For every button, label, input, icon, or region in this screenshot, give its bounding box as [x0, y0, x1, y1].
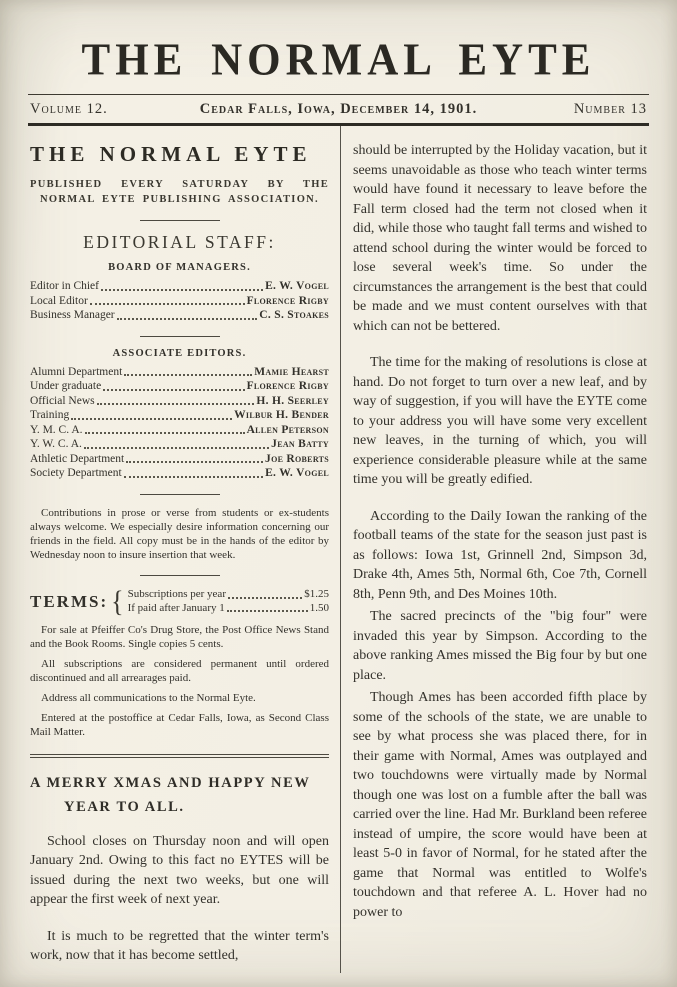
published-line: PUBLISHED EVERY SATURDAY BY THE NORMAL EYTE PUBLISHING ASSOCIATION.: [30, 179, 329, 205]
volume-label: Volume 12.: [30, 101, 108, 117]
section-rule: [140, 336, 220, 337]
article-heading: A MERRY XMAS AND HAPPY NEW YEAR TO ALL.: [30, 774, 311, 815]
dot-leader: [101, 289, 263, 291]
staff-row: [30, 379, 329, 394]
editorial-staff-heading: EDITORIAL STAFF:: [83, 232, 276, 252]
section-rule: [140, 494, 220, 495]
right-column: [341, 126, 649, 973]
terms-label: TERMS:: [30, 591, 109, 611]
dateline-row: [28, 95, 649, 123]
staff-role: Under graduate: [30, 380, 102, 392]
dot-leader: [84, 447, 269, 449]
terms-item-price: 1.50: [309, 601, 329, 614]
dot-leader: [124, 374, 252, 376]
article-paragraph: School closes on Thursday noon and will open January 2nd. Owing to this fact no EYTES will be issued during the next two weeks, but one will appear the first week of next year.: [30, 833, 329, 907]
staff-role: Society Department: [30, 467, 122, 479]
address-note: Address all communications to the Normal Eyte.: [41, 691, 256, 704]
page-columns: [28, 126, 649, 973]
subscription-note: All subscriptions are considered permanent until ordered discontinued and all arrearages paid.: [30, 657, 329, 684]
section-rule: [140, 220, 220, 221]
staff-name: H. H. Seerley: [256, 394, 329, 407]
dot-leader: [126, 461, 263, 463]
staff-role: Athletic Department: [30, 452, 125, 465]
terms-row: [128, 588, 329, 602]
issue-number: Number 13: [573, 101, 647, 117]
dot-leader: [227, 610, 308, 612]
dateline: Cedar Falls, Iowa, December 14, 1901.: [199, 101, 478, 117]
staff-row: [30, 408, 329, 423]
dot-leader: [97, 403, 255, 405]
dot-leader: [228, 597, 302, 599]
staff-role: Official News: [30, 394, 95, 407]
paper-title: THE NORMAL EYTE: [30, 142, 312, 166]
dot-leader: [124, 476, 263, 478]
contributions-note: Contributions in prose or verse from students or ex-students always welcome. We especially desire information concerning our friends in the field. All copy must be in the hands of the editor by Wednesday noon to insure insertion that week.: [30, 506, 329, 561]
staff-role: Local Editor: [30, 294, 88, 307]
staff-row: [30, 437, 329, 452]
staff-role: Business Manager: [30, 309, 115, 321]
managers-list: [30, 279, 329, 323]
staff-row: [30, 279, 329, 294]
double-rule: [30, 754, 329, 758]
terms-item-label: If paid after January 1: [127, 601, 225, 614]
staff-row: [30, 466, 329, 481]
terms-section: [30, 587, 329, 617]
section-rule: [140, 575, 220, 576]
staff-row: [30, 294, 329, 309]
staff-role: Alumni Department: [30, 365, 123, 378]
article-paragraph: Though Ames has been accorded fifth place by some of the schools of the state, we are unable to see by what process she was placed there, for in their game with Normal, Ames was outplayed and two touchdowns were virtually made by Normal though one was lost on a fumble after the ball was carried over the line. Had Mr. Burkland been referee instead of umpire, the score would have been at least 5-0 in favor of Normal, for he stated after the game that Normal was entitled to Wolfe's touchdown and that referee A. L. Hover had no power to: [353, 690, 647, 920]
staff-role: Y. W. C. A.: [30, 438, 82, 450]
article-paragraph: It is much to be regretted that the winter term's work, now that it has become settled,: [30, 928, 329, 963]
staff-name: Jean Batty: [271, 438, 329, 450]
staff-role: Y. M. C. A.: [30, 423, 83, 436]
staff-name: E. W. Vogel: [265, 280, 329, 292]
article-paragraph: The time for the making of resolutions is close at hand. Do not forget to turn over a new leaf, and by way of suggestion, if you will have the EYTE come to your address you will have some very excellent new leaves, in the turning of which, you will experience considerable pleasure while at the same time you will be greatly edified.: [353, 355, 647, 487]
terms-brace: [111, 584, 123, 619]
staff-name: Wilbur H. Bender: [234, 409, 329, 421]
terms-item-label: Subscriptions per year: [127, 588, 226, 600]
staff-name: E. W. Vogel: [265, 467, 329, 479]
article-paragraph: According to the Daily Iowan the ranking of the football teams of the state for the season just past is as follows: Iowa 1st, Grinnell 2nd, Simpson 3d, Drake 4th, Ames 5th, Normal 6th, Coe 7th, Cornell 8th, Penn 9th, and Des Moines 10th.: [353, 508, 647, 602]
masthead: [28, 34, 649, 126]
staff-row: [30, 394, 329, 409]
staff-row: [30, 452, 329, 467]
newspaper-title: THE NORMAL EYTE: [81, 35, 596, 86]
dot-leader: [90, 303, 245, 305]
postoffice-note: Entered at the postoffice at Cedar Falls, Iowa, as Second Class Mail Matter.: [30, 711, 329, 738]
staff-name: C. S. Stoakes: [259, 309, 329, 321]
staff-name: Florence Rigby: [246, 294, 329, 307]
left-column: [28, 126, 340, 973]
staff-row: [30, 308, 329, 323]
managers-heading: BOARD OF MANAGERS.: [108, 262, 251, 273]
dot-leader: [117, 318, 258, 320]
dot-leader: [71, 418, 232, 420]
dot-leader: [103, 389, 244, 391]
associates-list: [30, 365, 329, 481]
terms-lines: [128, 588, 329, 615]
sale-note: For sale at Pfeiffer Co's Drug Store, the Post Office News Stand and the Book Rooms. Single copies 5 cents.: [30, 623, 329, 650]
article-paragraph: should be interrupted by the Holiday vacation, but it seems unavoidable as those who teach winter terms would have found it necessary to leave before the Fall term closed had the term not closed when it did, while those who taught fall terms and wished to attend school during the winter would be forced to lose several week's time. So under the circumstances the arrangement is the best that could be made and we must content ourselves with that which can not be bettered.: [353, 143, 647, 334]
staff-role: Editor in Chief: [30, 280, 99, 292]
staff-name: Allen Peterson: [246, 423, 329, 436]
terms-item-price: $1.25: [304, 588, 329, 600]
terms-row: [128, 602, 329, 616]
staff-row: [30, 365, 329, 380]
staff-row: [30, 423, 329, 438]
staff-name: Joe Roberts: [265, 452, 329, 465]
staff-name: Mamie Hearst: [254, 365, 329, 378]
associates-heading: ASSOCIATE EDITORS.: [112, 347, 247, 359]
dot-leader: [85, 432, 245, 434]
staff-role: Training: [30, 409, 70, 421]
staff-name: Florence Rigby: [246, 380, 329, 392]
article-paragraph: The sacred precincts of the "big four" were invaded this year by Simpson. According to the above ranking Ames missed the Big four by but one place.: [353, 609, 647, 683]
